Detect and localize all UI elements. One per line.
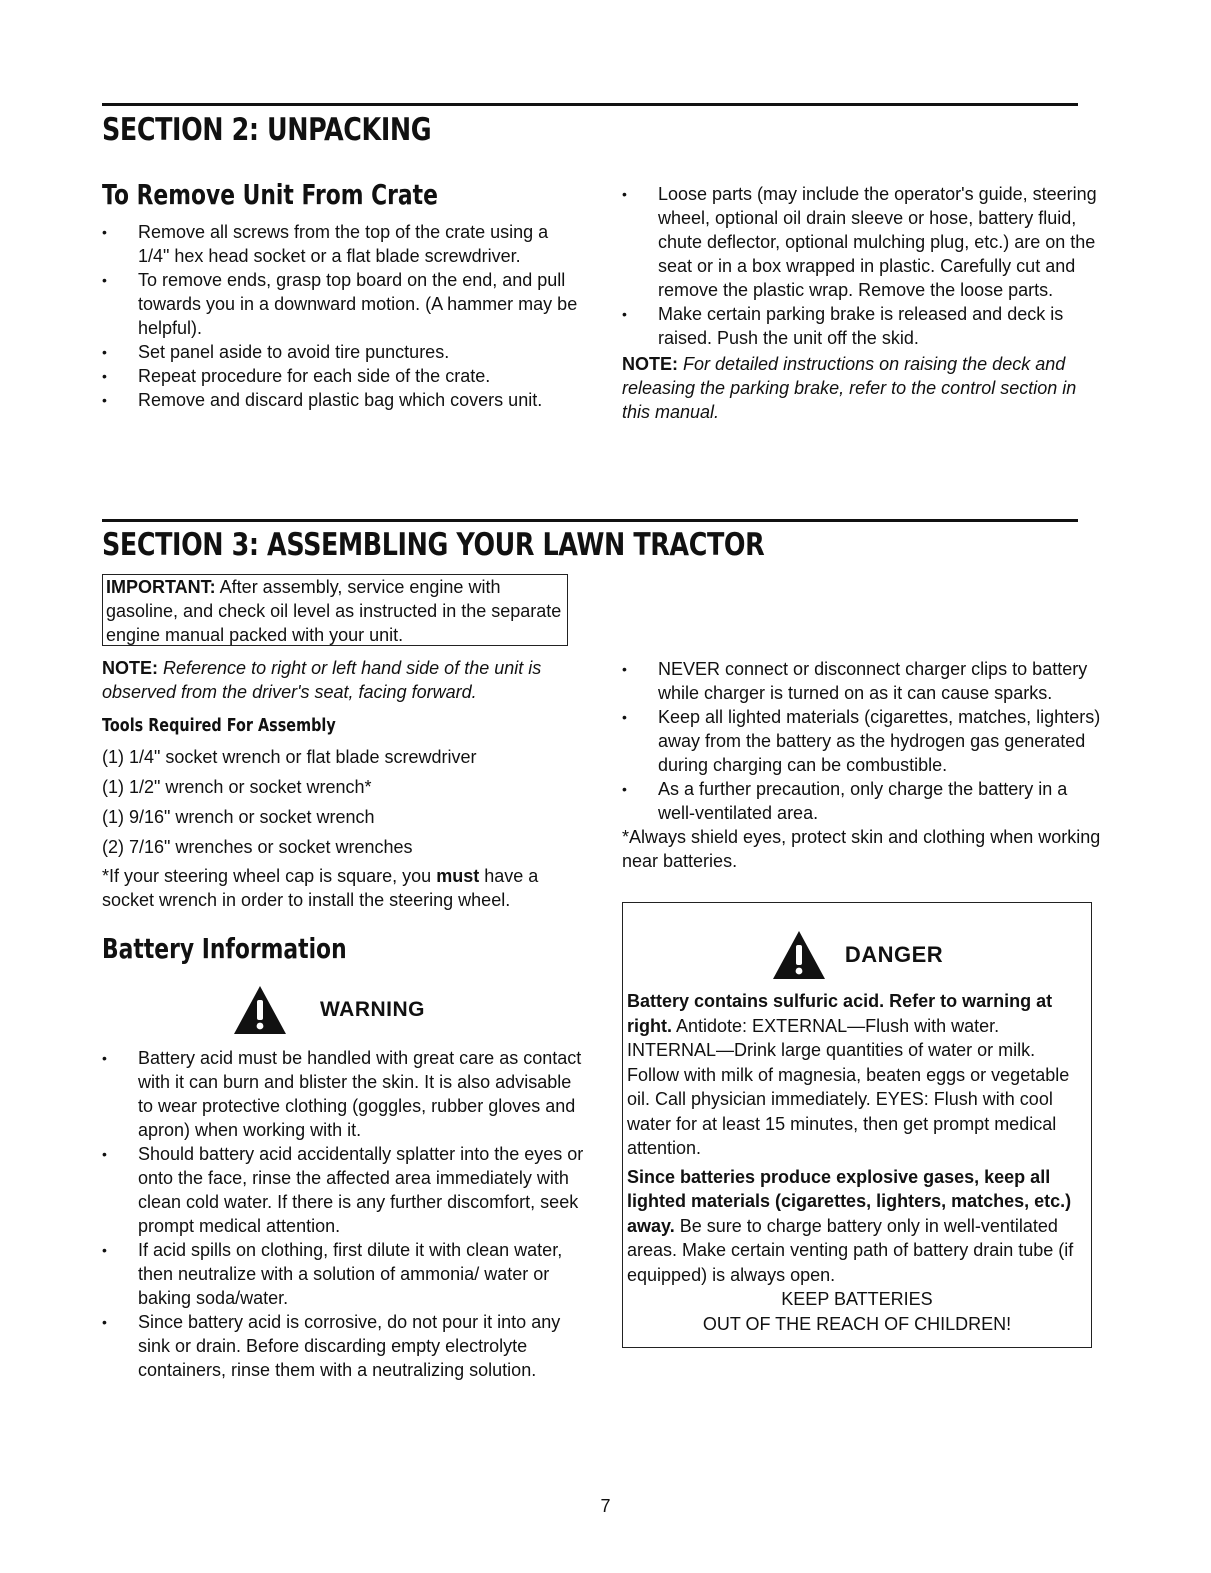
section-3-rule <box>102 519 1078 522</box>
danger-box <box>622 902 1092 1348</box>
page-number: 7 <box>600 1496 611 1516</box>
list-item: • NEVER connect or disconnect charger clips to battery while charger is turned on as it can cause sparks. <box>622 657 1108 705</box>
important-box <box>102 574 568 646</box>
list-item: • As a further precaution, only charge the battery in a well-ventilated area. <box>622 777 1108 825</box>
important-text: After assembly, service engine with gasoline, and check oil level as instructed in the separate engine manual packed with your unit. <box>106 577 562 645</box>
danger-sign <box>627 929 1087 981</box>
tools-title: Tools Required For Assembly <box>102 715 336 736</box>
danger-gases-text: Be sure to charge battery only in well-ventilated areas. Make certain venting path of battery drain tube (if equipped) is always open. <box>627 1215 1074 1285</box>
list-item: (1) 1/4" socket wrench or flat blade screwdriver <box>102 747 477 767</box>
warning-label: WARNING <box>320 998 425 1021</box>
danger-label: DANGER <box>844 941 944 967</box>
list-item: • Keep all lighted materials (cigarettes, matches, lighters) away from the battery as the hydrogen gas generated during charging can be combustible. <box>622 705 1108 777</box>
steering-note-emphasis: must <box>436 866 480 886</box>
list-item: • To remove ends, grasp top board on the end, and pull towards you in a downward motion. (A hammer may be helpful). <box>102 268 584 340</box>
danger-paragraph-gases <box>627 1165 1087 1288</box>
keep-batteries-line-2: OUT OF THE REACH OF CHILDREN! <box>702 1313 1012 1334</box>
list-item: • Remove all screws from the top of the crate using a 1/4" hex head socket or a flat blade screwdriver. <box>102 220 584 268</box>
remove-unit-title: To Remove Unit From Crate <box>102 178 438 211</box>
list-item: (1) 9/16" wrench or socket wrench <box>102 807 375 827</box>
list-item: • Repeat procedure for each side of the crate. <box>102 364 584 388</box>
charging-precaution-list <box>622 657 1108 825</box>
list-item: (1) 1/2" wrench or socket wrench* <box>102 777 372 797</box>
note-label: NOTE: <box>102 658 158 678</box>
list-item: • Should battery acid accidentally splatter into the eyes or onto the face, rinse the affected area immediately with clean cold water. If there is any further discomfort, seek prompt medical attention. <box>102 1142 590 1238</box>
list-item: • Make certain parking brake is released and deck is raised. Push the unit off the skid. <box>622 302 1106 350</box>
important-label: IMPORTANT: <box>106 577 216 597</box>
battery-warning-column <box>102 1046 590 1382</box>
steering-note-text: *If your steering wheel cap is square, you <box>102 866 437 886</box>
shield-eyes-note: *Always shield eyes, protect skin and clothing when working near batteries. <box>622 827 1101 871</box>
unpacking-note <box>622 352 1106 424</box>
side-reference-note <box>102 656 592 704</box>
warning-triangle-icon <box>232 984 288 1036</box>
note-text: For detailed instructions on raising the deck and releasing the parking brake, refer to the control section in this manual. <box>622 354 1077 422</box>
danger-gases-heading: Since batteries produce explosive gases, keep all lighted materials (cigarettes, lighters, matches, etc.) away. <box>627 1166 1072 1236</box>
steering-note-text-end: have a socket wrench in order to install the steering wheel. <box>102 866 539 910</box>
note-label: NOTE: <box>622 354 678 374</box>
crate-removal-list <box>102 220 584 412</box>
note-text: Reference to right or left hand side of the unit is observed from the driver's seat, facing forward. <box>102 658 542 702</box>
danger-triangle-icon <box>771 929 827 981</box>
steering-note <box>102 864 592 912</box>
section-2-right-column <box>622 182 1106 424</box>
section-2-rule <box>102 103 1078 106</box>
list-item: • Set panel aside to avoid tire punctures. <box>102 340 584 364</box>
warning-sign <box>232 984 492 1036</box>
danger-paragraph-acid <box>627 989 1087 1161</box>
danger-acid-heading: Battery contains sulfuric acid. Refer to warning at right. <box>627 991 1053 1036</box>
loose-parts-list <box>622 182 1106 350</box>
battery-warning-list <box>102 1046 590 1382</box>
list-item: • If acid spills on clothing, first dilute it with clean water, then neutralize with a solution of ammonia/ water or baking soda/water. <box>102 1238 590 1310</box>
section-3-title: SECTION 3: ASSEMBLING YOUR LAWN TRACTOR <box>102 527 765 563</box>
battery-info-title: Battery Information <box>102 932 347 965</box>
list-item: • Remove and discard plastic bag which covers unit. <box>102 388 584 412</box>
tools-list <box>102 742 592 862</box>
list-item: • Battery acid must be handled with great care as contact with it can burn and blister the skin. It is also advisable to wear protective clothing (goggles, rubber gloves and apron) when working with it. <box>102 1046 590 1142</box>
keep-batteries-line-1: KEEP BATTERIES <box>781 1289 933 1309</box>
list-item: (2) 7/16" wrenches or socket wrenches <box>102 837 413 857</box>
list-item: • Loose parts (may include the operator's guide, steering wheel, optional oil drain sleeve or hose, battery fluid, chute deflector, optional mulching plug, etc.) are on the seat or in a box wrapped in plastic. Carefully cut and remove the plastic wrap. Remove the loose parts. <box>622 182 1106 302</box>
danger-acid-text: Antidote: EXTERNAL—Flush with water. INTERNAL—Drink large quantities of water or milk. Follow with milk of magnesia, beaten eggs or vegetable oil. Call physician immediately. EYES: Flush with cool water for at least 15 minutes, then get prompt medical attention. <box>627 1015 1070 1158</box>
section-3-left-column <box>102 656 592 912</box>
section-2-left-column <box>102 220 584 412</box>
section-3-right-column <box>622 657 1108 873</box>
list-item: • Since battery acid is corrosive, do not pour it into any sink or drain. Before discarding empty electrolyte containers, rinse them with a neutralizing solution. <box>102 1310 590 1382</box>
section-2-title: SECTION 2: UNPACKING <box>102 112 432 148</box>
